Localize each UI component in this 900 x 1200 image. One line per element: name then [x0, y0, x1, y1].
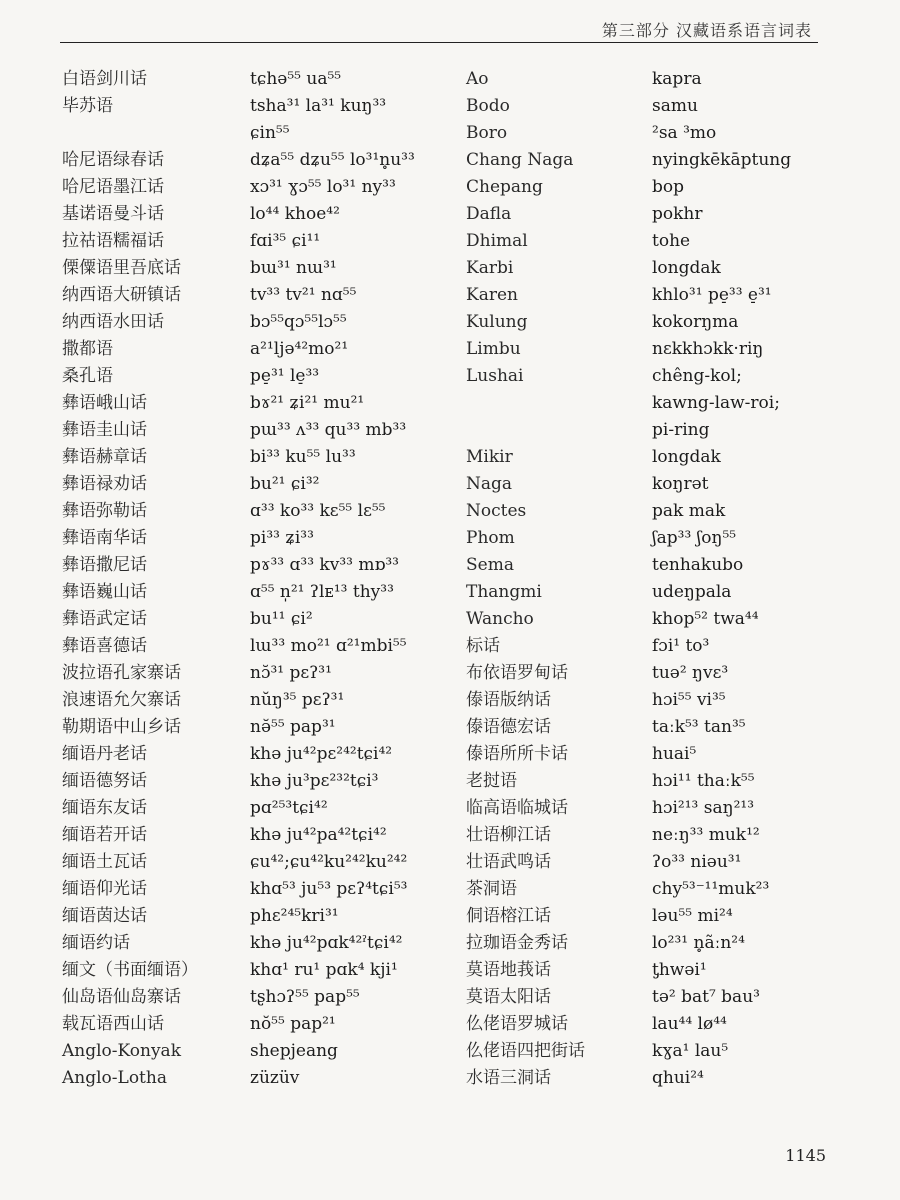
word-form: fɑi³⁵ ɕi¹¹	[250, 231, 321, 251]
language-name	[466, 390, 641, 417]
word-form: hɔi⁵⁵ vi³⁵	[652, 690, 726, 710]
word-form: tenhakubo	[652, 555, 744, 575]
language-name: 毕苏语	[62, 96, 113, 116]
word-form: kapra	[652, 69, 702, 89]
word-form: tə² bat⁷ bau³	[652, 987, 760, 1007]
language-name: Anglo-Lotha	[62, 1068, 167, 1088]
language-name: Phom	[466, 528, 515, 548]
word-form: pe̠³¹ le̠³³	[250, 366, 320, 386]
language-name: 莫语太阳话	[466, 987, 551, 1007]
language-name: Ao	[466, 69, 489, 89]
word-form: a²¹ljə⁴²mo²¹	[250, 339, 349, 359]
language-name: Sema	[466, 555, 514, 575]
language-name: 拉珈语金秀话	[466, 933, 568, 953]
word-form: pɤ³³ ɑ³³ kv³³ mɒ³³	[250, 555, 399, 575]
language-name: 缅语茵达话	[62, 906, 147, 926]
language-name: Anglo-Konyak	[62, 1041, 181, 1061]
word-form: pi-ring	[652, 420, 710, 440]
language-name: Naga	[466, 474, 513, 494]
word-form: bɯ³¹ nɯ³¹	[250, 258, 337, 278]
language-name: 波拉语孔家寨话	[62, 663, 181, 683]
word-form: fɔi¹ to³	[652, 636, 710, 656]
language-name: Kulung	[466, 312, 528, 332]
language-name: 拉祜语糯福话	[62, 231, 164, 251]
word-form: kɣa¹ lau⁵	[652, 1041, 729, 1061]
language-name: 茶洞语	[466, 879, 517, 899]
word-form: pi³³ ʑi³³	[250, 528, 314, 548]
word-form: lɯ³³ mo²¹ ɑ²¹mbi⁵⁵	[250, 636, 407, 656]
word-form: phɛ²⁴⁵kri³¹	[250, 906, 339, 926]
word-form: ʃap³³ ʃoŋ⁵⁵	[652, 528, 737, 548]
word-form: bu¹¹ ɕi²	[250, 609, 313, 629]
word-form: ɕu⁴²;ɕu⁴²ku²⁴²ku²⁴²	[250, 852, 408, 872]
language-name: Limbu	[466, 339, 521, 359]
word-form: pokhr	[652, 204, 703, 224]
language-name: 桑孔语	[62, 366, 113, 386]
word-form: ƫhwəi¹	[652, 960, 707, 980]
language-name: 彝语南华话	[62, 528, 147, 548]
language-name: 缅语仰光话	[62, 879, 147, 899]
word-form: bu²¹ ɕi³²	[250, 474, 320, 494]
word-form: udeŋpala	[652, 582, 732, 602]
language-name: 哈尼语墨江话	[62, 177, 164, 197]
word-form: khə ju⁴²pa⁴²tɕi⁴²	[250, 825, 387, 845]
language-name: 浪速语允欠寨话	[62, 690, 181, 710]
language-name: 载瓦语西山话	[62, 1014, 164, 1034]
language-name: 侗语榕江话	[466, 906, 551, 926]
language-name: 水语三洞话	[466, 1068, 551, 1088]
word-form: tv³³ tv²¹ nɑ⁵⁵	[250, 285, 357, 305]
language-name: Thangmi	[466, 582, 542, 602]
language-name: 彝语弥勒话	[62, 501, 147, 521]
word-form: khɑ⁵³ ju⁵³ pɛʔ⁴tɕi⁵³	[250, 879, 408, 899]
language-name: Noctes	[466, 501, 527, 521]
language-name: 临高语临城话	[466, 798, 568, 818]
running-header	[60, 10, 818, 43]
word-form: neːŋ³³ muk¹²	[652, 825, 760, 845]
word-form: tuə² ŋvɛ³	[652, 663, 729, 683]
language-name: 彝语圭山话	[62, 420, 147, 440]
word-form: nyingkēkāptung	[652, 150, 792, 170]
language-name: Lushai	[466, 366, 524, 386]
language-name: 纳西语水田话	[62, 312, 164, 332]
language-name: 壮语武鸣话	[466, 852, 551, 872]
word-form: khə ju⁴²pɛ²⁴²tɕi⁴²	[250, 744, 393, 764]
word-form: kawng-law-roi;	[652, 393, 780, 413]
language-name: 傣语德宏话	[466, 717, 551, 737]
language-name: 缅语东友话	[62, 798, 147, 818]
word-form: pɯ³³ ʌ³³ qu³³ mb³³	[250, 420, 407, 440]
language-name: 彝语禄劝话	[62, 474, 147, 494]
language-name: 仙岛语仙岛寨话	[62, 987, 181, 1007]
language-name: Chepang	[466, 177, 543, 197]
word-form: pak mak	[652, 501, 726, 521]
word-form: khop⁵² twa⁴⁴	[652, 609, 759, 629]
word-form: tsha³¹ la³¹ kuŋ³³	[250, 96, 387, 116]
language-name: 纳西语大研镇话	[62, 285, 181, 305]
language-name: 缅语丹老话	[62, 744, 147, 764]
language-name: 缅语土瓦话	[62, 852, 147, 872]
word-form: chy⁵³⁻¹¹muk²³	[652, 879, 770, 899]
word-form: ɑ³³ ko³³ kɛ⁵⁵ lɛ⁵⁵	[250, 501, 386, 521]
word-form: tɕhə⁵⁵ ua⁵⁵	[250, 69, 342, 89]
word-form: khə ju⁴²pɑk⁴²ˀtɕi⁴²	[250, 933, 403, 953]
language-name: 基诺语曼斗话	[62, 204, 164, 224]
left-names-column	[62, 66, 242, 1092]
word-form: khlo³¹ pe̠³³ e̠³¹	[652, 285, 772, 305]
language-name: Dhimal	[466, 231, 528, 251]
language-name: 仫佬语四把街话	[466, 1041, 585, 1061]
word-form: nŭŋ³⁵ pɛʔ³¹	[250, 690, 345, 710]
word-form: pɑ²⁵³tɕi⁴²	[250, 798, 328, 818]
language-name: 傣语版纳话	[466, 690, 551, 710]
word-form: taːk⁵³ tan³⁵	[652, 717, 746, 737]
language-name: 撒都语	[62, 339, 113, 359]
word-form: longdak	[652, 447, 721, 467]
language-name: 缅语约话	[62, 933, 130, 953]
language-name: 彝语赫章话	[62, 447, 147, 467]
language-name: 缅文（书面缅语）	[62, 960, 198, 980]
word-form: longdak	[652, 258, 721, 278]
word-form: hɔi¹¹ thaːk⁵⁵	[652, 771, 755, 791]
word-form: ʔo³³ niəu³¹	[652, 852, 742, 872]
language-name: 莫语地莪话	[466, 960, 551, 980]
word-form: samu	[652, 96, 698, 116]
word-form: lo⁴⁴ khoe⁴²	[250, 204, 340, 224]
language-name: 布依语罗甸话	[466, 663, 568, 683]
language-name: Bodo	[466, 96, 510, 116]
word-form: dʑa⁵⁵ dʑu⁵⁵ lo³¹n̥u³³	[250, 150, 415, 170]
language-name	[62, 120, 242, 147]
word-form: koŋrət	[652, 474, 709, 494]
word-form: züzüv	[250, 1068, 300, 1088]
language-name: 彝语撒尼话	[62, 555, 147, 575]
word-form: nɛkkhɔkk·riŋ	[652, 339, 764, 359]
language-name: 哈尼语绿春话	[62, 150, 164, 170]
language-name: 彝语武定话	[62, 609, 147, 629]
header-title: 第三部分 汉藏语系语言词表	[601, 21, 812, 40]
word-form: bɤ²¹ ʑi²¹ mu²¹	[250, 393, 365, 413]
word-form: nɔ̆³¹ pɛʔ³¹	[250, 663, 332, 683]
word-form: ²sa ³mo	[652, 123, 717, 143]
language-name: Karen	[466, 285, 518, 305]
language-name: 缅语若开话	[62, 825, 147, 845]
word-form: nə̆⁵⁵ pap³¹	[250, 717, 336, 737]
word-form: nŏ⁵⁵ pap²¹	[250, 1014, 336, 1034]
language-name: 老挝语	[466, 771, 517, 791]
word-form: lo²³¹ n̥ãːn²⁴	[652, 933, 745, 953]
language-name: 彝语巍山话	[62, 582, 147, 602]
language-name: 仫佬语罗城话	[466, 1014, 568, 1034]
language-name: Mikir	[466, 447, 513, 467]
word-form: tohe	[652, 231, 691, 251]
word-form: khə ju³pɛ²³²tɕi³	[250, 771, 379, 791]
language-name: Dafla	[466, 204, 512, 224]
language-name: 彝语峨山话	[62, 393, 147, 413]
language-name: Karbi	[466, 258, 514, 278]
word-form: tʂhɔʔ⁵⁵ pap⁵⁵	[250, 987, 360, 1007]
word-form: lau⁴⁴ lø⁴⁴	[652, 1014, 727, 1034]
word-form: ɑ⁵⁵ n̩²¹ ʔlᴇ¹³ thy³³	[250, 582, 394, 602]
language-name: 壮语柳江话	[466, 825, 551, 845]
word-form: chêng-kol;	[652, 366, 742, 386]
language-name: 标话	[466, 636, 500, 656]
language-name: 彝语喜德话	[62, 636, 147, 656]
word-form: kokorŋma	[652, 312, 739, 332]
word-form: xɔ³¹ ɣɔ⁵⁵ lo³¹ ny³³	[250, 177, 396, 197]
page-number: 1145	[785, 1146, 826, 1165]
word-form: bɔ⁵⁵qɔ⁵⁵lɔ⁵⁵	[250, 312, 347, 332]
language-name: Boro	[466, 123, 508, 143]
language-name: 缅语德努话	[62, 771, 147, 791]
language-name: Chang Naga	[466, 150, 574, 170]
language-name: 傈僳语里吾底话	[62, 258, 181, 278]
word-form: huai⁵	[652, 744, 697, 764]
word-form: bi³³ ku⁵⁵ lu³³	[250, 447, 356, 467]
word-form: hɔi²¹³ saŋ²¹³	[652, 798, 755, 818]
language-name: 白语剑川话	[62, 69, 147, 89]
language-name: 勒期语中山乡话	[62, 717, 181, 737]
word-form: qhui²⁴	[652, 1068, 704, 1088]
word-form: ləu⁵⁵ mi²⁴	[652, 906, 733, 926]
word-form: ɕin⁵⁵	[250, 123, 290, 143]
language-name	[466, 417, 641, 444]
word-form: bop	[652, 177, 684, 197]
word-form: shepjeang	[250, 1041, 338, 1061]
left-forms-column	[250, 66, 455, 1092]
right-forms-column	[652, 66, 842, 1092]
right-names-column	[466, 66, 641, 1092]
language-name: Wancho	[466, 609, 534, 629]
word-form: khɑ¹ ru¹ pɑk⁴ kji¹	[250, 960, 398, 980]
language-name: 傣语所所卡话	[466, 744, 568, 764]
